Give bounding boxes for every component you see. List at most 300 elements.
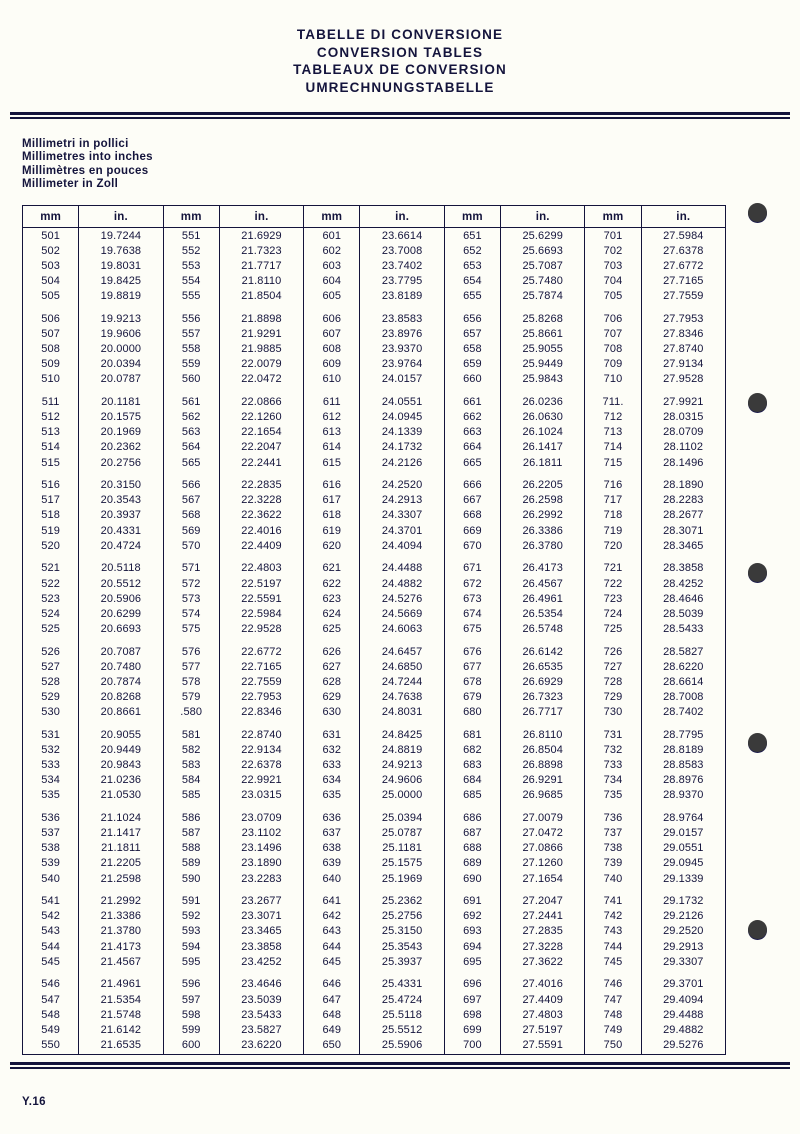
cell-inches: 23.7402	[360, 258, 444, 273]
cell-inches: 27.2441	[501, 909, 585, 924]
cell-inches: 27.9921	[641, 394, 725, 409]
spacer-cell	[501, 553, 585, 561]
cell-inches: 20.9055	[79, 727, 163, 742]
cell-mm: 631	[304, 727, 360, 742]
cell-inches: 23.3858	[219, 939, 303, 954]
header-row	[23, 206, 726, 228]
table-row	[23, 311, 726, 326]
cell-inches: 26.3386	[501, 523, 585, 538]
cell-mm: 652	[444, 243, 500, 258]
cell-mm: 666	[444, 478, 500, 493]
spacer-cell	[304, 637, 360, 645]
cell-inches: 26.4567	[501, 576, 585, 591]
cell-inches: 22.7953	[219, 689, 303, 704]
cell-inches: 22.5984	[219, 606, 303, 621]
spacer-cell	[585, 969, 641, 977]
row-block-spacer	[23, 969, 726, 977]
cell-inches: 22.5591	[219, 591, 303, 606]
cell-inches: 24.5276	[360, 591, 444, 606]
cell-inches: 26.0630	[501, 410, 585, 425]
cell-inches: 25.5512	[360, 1022, 444, 1037]
cell-inches: 22.0079	[219, 357, 303, 372]
cell-inches: 19.8031	[79, 258, 163, 273]
cell-inches: 25.0787	[360, 826, 444, 841]
cell-mm: 727	[585, 659, 641, 674]
cell-inches: 21.5354	[79, 992, 163, 1007]
cell-mm: 696	[444, 977, 500, 992]
cell-inches: 26.8110	[501, 727, 585, 742]
cell-mm: 567	[163, 493, 219, 508]
cell-inches: 24.9213	[360, 758, 444, 773]
cell-inches: 23.5039	[219, 992, 303, 1007]
cell-mm: 566	[163, 478, 219, 493]
cell-inches: 26.6142	[501, 644, 585, 659]
cell-inches: 28.5433	[641, 621, 725, 636]
table-row	[23, 228, 726, 244]
cell-inches: 25.8268	[501, 311, 585, 326]
cell-mm: 682	[444, 742, 500, 757]
cell-mm: 673	[444, 591, 500, 606]
cell-inches: 25.6693	[501, 243, 585, 258]
cell-inches: 24.3701	[360, 523, 444, 538]
spacer-cell	[360, 387, 444, 395]
footer-divider-thin-line	[10, 1067, 790, 1069]
cell-mm: 704	[585, 273, 641, 288]
cell-inches: 28.2677	[641, 508, 725, 523]
cell-inches: 20.7874	[79, 674, 163, 689]
spacer-cell	[360, 720, 444, 728]
cell-mm: 635	[304, 788, 360, 803]
cell-inches: 25.0394	[360, 810, 444, 825]
table-row	[23, 773, 726, 788]
cell-mm: 542	[41, 910, 60, 923]
table-row	[23, 243, 726, 258]
cell-mm: 618	[304, 508, 360, 523]
cell-inches: 24.6850	[360, 659, 444, 674]
cell-inches: 24.4488	[360, 561, 444, 576]
cell-inches: 21.3780	[79, 924, 163, 939]
cell-inches: 24.5669	[360, 606, 444, 621]
cell-inches: 22.2835	[219, 478, 303, 493]
cell-mm: 626	[304, 644, 360, 659]
cell-inches: 27.6378	[641, 243, 725, 258]
cell-inches: 28.1102	[641, 440, 725, 455]
cell-inches: 29.0945	[641, 856, 725, 871]
cell-inches: 27.5984	[641, 228, 725, 244]
cell-inches: 21.2598	[79, 871, 163, 886]
table-row	[23, 493, 726, 508]
table-row	[23, 644, 726, 659]
column-header-mm-3: mm	[304, 206, 360, 228]
cell-inches: 20.4331	[79, 523, 163, 538]
cell-inches: 24.8031	[360, 705, 444, 720]
conversion-table-wrapper	[22, 205, 726, 1055]
cell-inches: 27.4409	[501, 992, 585, 1007]
cell-inches: 24.9606	[360, 773, 444, 788]
cell-inches: 20.1181	[79, 394, 163, 409]
cell-mm: 677	[444, 659, 500, 674]
spacer-cell	[501, 720, 585, 728]
cell-mm: 588	[163, 841, 219, 856]
cell-inches: 21.6535	[79, 1037, 163, 1054]
cell-inches: 21.2992	[79, 894, 163, 909]
cell-inches: 28.3858	[641, 561, 725, 576]
cell-inches: 26.2205	[501, 478, 585, 493]
cell-mm: 546	[41, 978, 60, 991]
spacer-cell	[23, 720, 79, 728]
spacer-cell	[219, 387, 303, 395]
cell-mm: 537	[41, 827, 60, 840]
cell-mm: 738	[585, 841, 641, 856]
spacer-cell	[163, 637, 219, 645]
cell-mm: 739	[585, 856, 641, 871]
cell-mm: 586	[163, 810, 219, 825]
cell-mm: 571	[163, 561, 219, 576]
cell-inches: 26.1024	[501, 425, 585, 440]
cell-inches: 29.3701	[641, 977, 725, 992]
cell-mm: 501	[41, 229, 60, 242]
cell-inches: 25.1575	[360, 856, 444, 871]
spacer-cell	[501, 387, 585, 395]
cell-inches: 26.7717	[501, 705, 585, 720]
cell-mm: 578	[163, 674, 219, 689]
cell-mm: 528	[41, 675, 60, 688]
cell-mm: 538	[41, 842, 60, 855]
cell-inches: 26.2992	[501, 508, 585, 523]
cell-mm: 581	[163, 727, 219, 742]
cell-inches: 24.0551	[360, 394, 444, 409]
conversion-table-body	[23, 228, 726, 1055]
table-row	[23, 992, 726, 1007]
spacer-cell	[304, 553, 360, 561]
cell-mm: 732	[585, 742, 641, 757]
cell-inches: 23.3071	[219, 909, 303, 924]
cell-mm: 743	[585, 924, 641, 939]
spacer-cell	[23, 304, 79, 312]
cell-mm: 647	[304, 992, 360, 1007]
cell-mm: 742	[585, 909, 641, 924]
cell-mm: 514	[41, 441, 60, 454]
table-row	[23, 1022, 726, 1037]
cell-inches: 25.9055	[501, 341, 585, 356]
cell-inches: 24.4094	[360, 538, 444, 553]
spacer-cell	[641, 969, 725, 977]
cell-inches: 20.9843	[79, 758, 163, 773]
cell-inches: 22.6378	[219, 758, 303, 773]
column-header-mm-5: mm	[585, 206, 641, 228]
cell-mm: 628	[304, 674, 360, 689]
cell-inches: 21.0236	[79, 773, 163, 788]
cell-mm: 723	[585, 591, 641, 606]
cell-mm: 505	[41, 290, 60, 303]
cell-mm: 589	[163, 856, 219, 871]
row-block-spacer	[23, 720, 726, 728]
cell-inches: 29.0157	[641, 826, 725, 841]
cell-mm: 509	[41, 358, 60, 371]
cell-mm: 675	[444, 621, 500, 636]
cell-mm: 749	[585, 1022, 641, 1037]
cell-inches: 22.3622	[219, 508, 303, 523]
page-number: Y.16	[22, 1096, 46, 1108]
cell-inches: 29.4094	[641, 992, 725, 1007]
cell-inches: 28.6220	[641, 659, 725, 674]
row-block-spacer	[23, 387, 726, 395]
cell-mm: 654	[444, 273, 500, 288]
spacer-cell	[79, 969, 163, 977]
cell-inches: 25.2756	[360, 909, 444, 924]
cell-mm: 518	[41, 509, 60, 522]
column-header-in-4: in.	[501, 206, 585, 228]
cell-inches: 20.6299	[79, 606, 163, 621]
cell-inches: 29.2126	[641, 909, 725, 924]
cell-mm: 534	[41, 774, 60, 787]
cell-inches: 23.4646	[219, 977, 303, 992]
cell-mm: 572	[163, 576, 219, 591]
cell-inches: 21.3386	[79, 909, 163, 924]
cell-mm: 507	[41, 327, 60, 340]
cell-mm: 513	[41, 426, 60, 439]
cell-mm: 651	[444, 228, 500, 244]
spacer-cell	[304, 387, 360, 395]
spacer-cell	[219, 304, 303, 312]
cell-inches: 25.2362	[360, 894, 444, 909]
spacer-cell	[360, 304, 444, 312]
cell-inches: 27.5197	[501, 1022, 585, 1037]
cell-inches: 23.9370	[360, 341, 444, 356]
cell-mm: 687	[444, 826, 500, 841]
cell-inches: 28.8976	[641, 773, 725, 788]
column-header-mm-4: mm	[444, 206, 500, 228]
spacer-cell	[23, 387, 79, 395]
cell-inches: 24.2913	[360, 493, 444, 508]
cell-inches: 21.4961	[79, 977, 163, 992]
punch-hole-2	[748, 393, 767, 412]
cell-mm: 503	[41, 259, 60, 272]
punch-hole-4	[748, 733, 767, 752]
cell-mm: 552	[163, 243, 219, 258]
spacer-cell	[163, 720, 219, 728]
cell-inches: 24.3307	[360, 508, 444, 523]
cell-mm: 625	[304, 621, 360, 636]
cell-inches: 25.3937	[360, 954, 444, 969]
cell-mm: 576	[163, 644, 219, 659]
cell-mm: 746	[585, 977, 641, 992]
spacer-cell	[585, 387, 641, 395]
cell-inches: 20.0787	[79, 372, 163, 387]
spacer-cell	[641, 387, 725, 395]
cell-inches: 21.2205	[79, 856, 163, 871]
cell-mm: 714	[585, 440, 641, 455]
cell-mm: 551	[163, 228, 219, 244]
cell-mm: 707	[585, 326, 641, 341]
cell-mm: 686	[444, 810, 500, 825]
cell-mm: 700	[444, 1037, 500, 1054]
cell-mm: 569	[163, 523, 219, 538]
cell-mm: 691	[444, 894, 500, 909]
cell-inches: 23.4252	[219, 954, 303, 969]
spacer-cell	[360, 637, 444, 645]
cell-mm: 621	[304, 561, 360, 576]
cell-mm: 645	[304, 954, 360, 969]
column-header-mm-2: mm	[163, 206, 219, 228]
cell-inches: 28.3465	[641, 538, 725, 553]
cell-mm: 731	[585, 727, 641, 742]
table-row	[23, 659, 726, 674]
spacer-cell	[219, 720, 303, 728]
table-row	[23, 606, 726, 621]
cell-mm: 737	[585, 826, 641, 841]
cell-mm: 523	[41, 592, 60, 605]
cell-inches: 24.8425	[360, 727, 444, 742]
table-row	[23, 758, 726, 773]
cell-mm: 545	[41, 955, 60, 968]
cell-inches: 24.8819	[360, 742, 444, 757]
cell-inches: 22.7559	[219, 674, 303, 689]
table-row	[23, 742, 726, 757]
subtitle-line-italian: Millimetri in pollici	[22, 138, 129, 150]
spacer-cell	[23, 637, 79, 645]
section-subtitle-block	[22, 138, 153, 192]
cell-mm: 665	[444, 455, 500, 470]
cell-mm: 683	[444, 758, 500, 773]
cell-mm: 561	[163, 394, 219, 409]
cell-inches: 23.8189	[360, 289, 444, 304]
spacer-cell	[360, 969, 444, 977]
cell-mm: 504	[41, 274, 60, 287]
cell-inches: 19.7244	[79, 228, 163, 244]
spacer-cell	[501, 969, 585, 977]
row-block-spacer	[23, 553, 726, 561]
spacer-cell	[304, 886, 360, 894]
header-divider-rule	[10, 112, 790, 119]
cell-mm: 522	[41, 577, 60, 590]
cell-mm: 511	[41, 395, 60, 408]
cell-mm: 617	[304, 493, 360, 508]
spacer-cell	[641, 553, 725, 561]
cell-inches: 28.5827	[641, 644, 725, 659]
cell-mm: 685	[444, 788, 500, 803]
cell-mm: 539	[41, 857, 60, 870]
table-row	[23, 591, 726, 606]
table-row	[23, 894, 726, 909]
cell-mm: 519	[41, 524, 60, 537]
cell-inches: 20.2362	[79, 440, 163, 455]
table-row	[23, 394, 726, 409]
spacer-cell	[23, 969, 79, 977]
cell-mm: 520	[41, 539, 60, 552]
cell-mm: 663	[444, 425, 500, 440]
cell-mm: 510	[41, 373, 60, 386]
table-row	[23, 674, 726, 689]
cell-inches: 21.8110	[219, 273, 303, 288]
cell-mm: 671	[444, 561, 500, 576]
cell-mm: 596	[163, 977, 219, 992]
cell-inches: 24.0945	[360, 410, 444, 425]
cell-inches: 23.2283	[219, 871, 303, 886]
cell-mm: 592	[163, 909, 219, 924]
cell-inches: 29.4488	[641, 1007, 725, 1022]
cell-inches: 25.5906	[360, 1037, 444, 1054]
table-row	[23, 508, 726, 523]
cell-inches: 28.2283	[641, 493, 725, 508]
cell-inches: 28.3071	[641, 523, 725, 538]
cell-mm: 717	[585, 493, 641, 508]
spacer-cell	[23, 886, 79, 894]
table-row	[23, 954, 726, 969]
cell-inches: 22.5197	[219, 576, 303, 591]
punch-hole-5	[748, 920, 767, 939]
cell-inches: 24.2520	[360, 478, 444, 493]
cell-inches: 23.0709	[219, 810, 303, 825]
cell-inches: 24.1339	[360, 425, 444, 440]
cell-mm: 562	[163, 410, 219, 425]
spacer-cell	[585, 553, 641, 561]
spacer-cell	[163, 553, 219, 561]
cell-mm: 512	[41, 411, 60, 424]
cell-inches: 27.0079	[501, 810, 585, 825]
subtitle-line-english: Millimetres into inches	[22, 151, 153, 164]
cell-mm: 708	[585, 341, 641, 356]
cell-mm: 640	[304, 871, 360, 886]
cell-inches: 29.5276	[641, 1037, 725, 1054]
cell-mm: 527	[41, 660, 60, 673]
cell-inches: 19.8819	[79, 289, 163, 304]
spacer-cell	[219, 969, 303, 977]
cell-inches: 26.1417	[501, 440, 585, 455]
cell-inches: 28.9370	[641, 788, 725, 803]
cell-inches: 20.9449	[79, 742, 163, 757]
table-row	[23, 289, 726, 304]
cell-mm: 543	[41, 925, 60, 938]
cell-mm: 688	[444, 841, 500, 856]
cell-mm: 632	[304, 742, 360, 757]
cell-mm: 600	[163, 1037, 219, 1054]
cell-inches: 26.9291	[501, 773, 585, 788]
cell-inches: 25.8661	[501, 326, 585, 341]
cell-mm: 658	[444, 341, 500, 356]
cell-inches: 23.1102	[219, 826, 303, 841]
spacer-cell	[360, 886, 444, 894]
cell-mm: 554	[163, 273, 219, 288]
table-row	[23, 538, 726, 553]
table-row	[23, 561, 726, 576]
cell-inches: 25.3543	[360, 939, 444, 954]
cell-mm: 591	[163, 894, 219, 909]
table-row	[23, 826, 726, 841]
cell-mm: 649	[304, 1022, 360, 1037]
cell-mm: 620	[304, 538, 360, 553]
spacer-cell	[79, 637, 163, 645]
cell-mm: 616	[304, 478, 360, 493]
cell-inches: 26.5354	[501, 606, 585, 621]
cell-mm: 690	[444, 871, 500, 886]
spacer-cell	[585, 304, 641, 312]
spacer-cell	[641, 803, 725, 811]
cell-mm: 706	[585, 311, 641, 326]
cell-mm: 563	[163, 425, 219, 440]
spacer-cell	[501, 470, 585, 478]
column-header-in-1: in.	[79, 206, 163, 228]
cell-mm: 642	[304, 909, 360, 924]
row-block-spacer	[23, 470, 726, 478]
cell-mm: 622	[304, 576, 360, 591]
row-block-spacer	[23, 304, 726, 312]
table-row	[23, 689, 726, 704]
cell-inches: 20.2756	[79, 455, 163, 470]
cell-inches: 27.0866	[501, 841, 585, 856]
cell-inches: 26.5748	[501, 621, 585, 636]
cell-inches: 27.3228	[501, 939, 585, 954]
